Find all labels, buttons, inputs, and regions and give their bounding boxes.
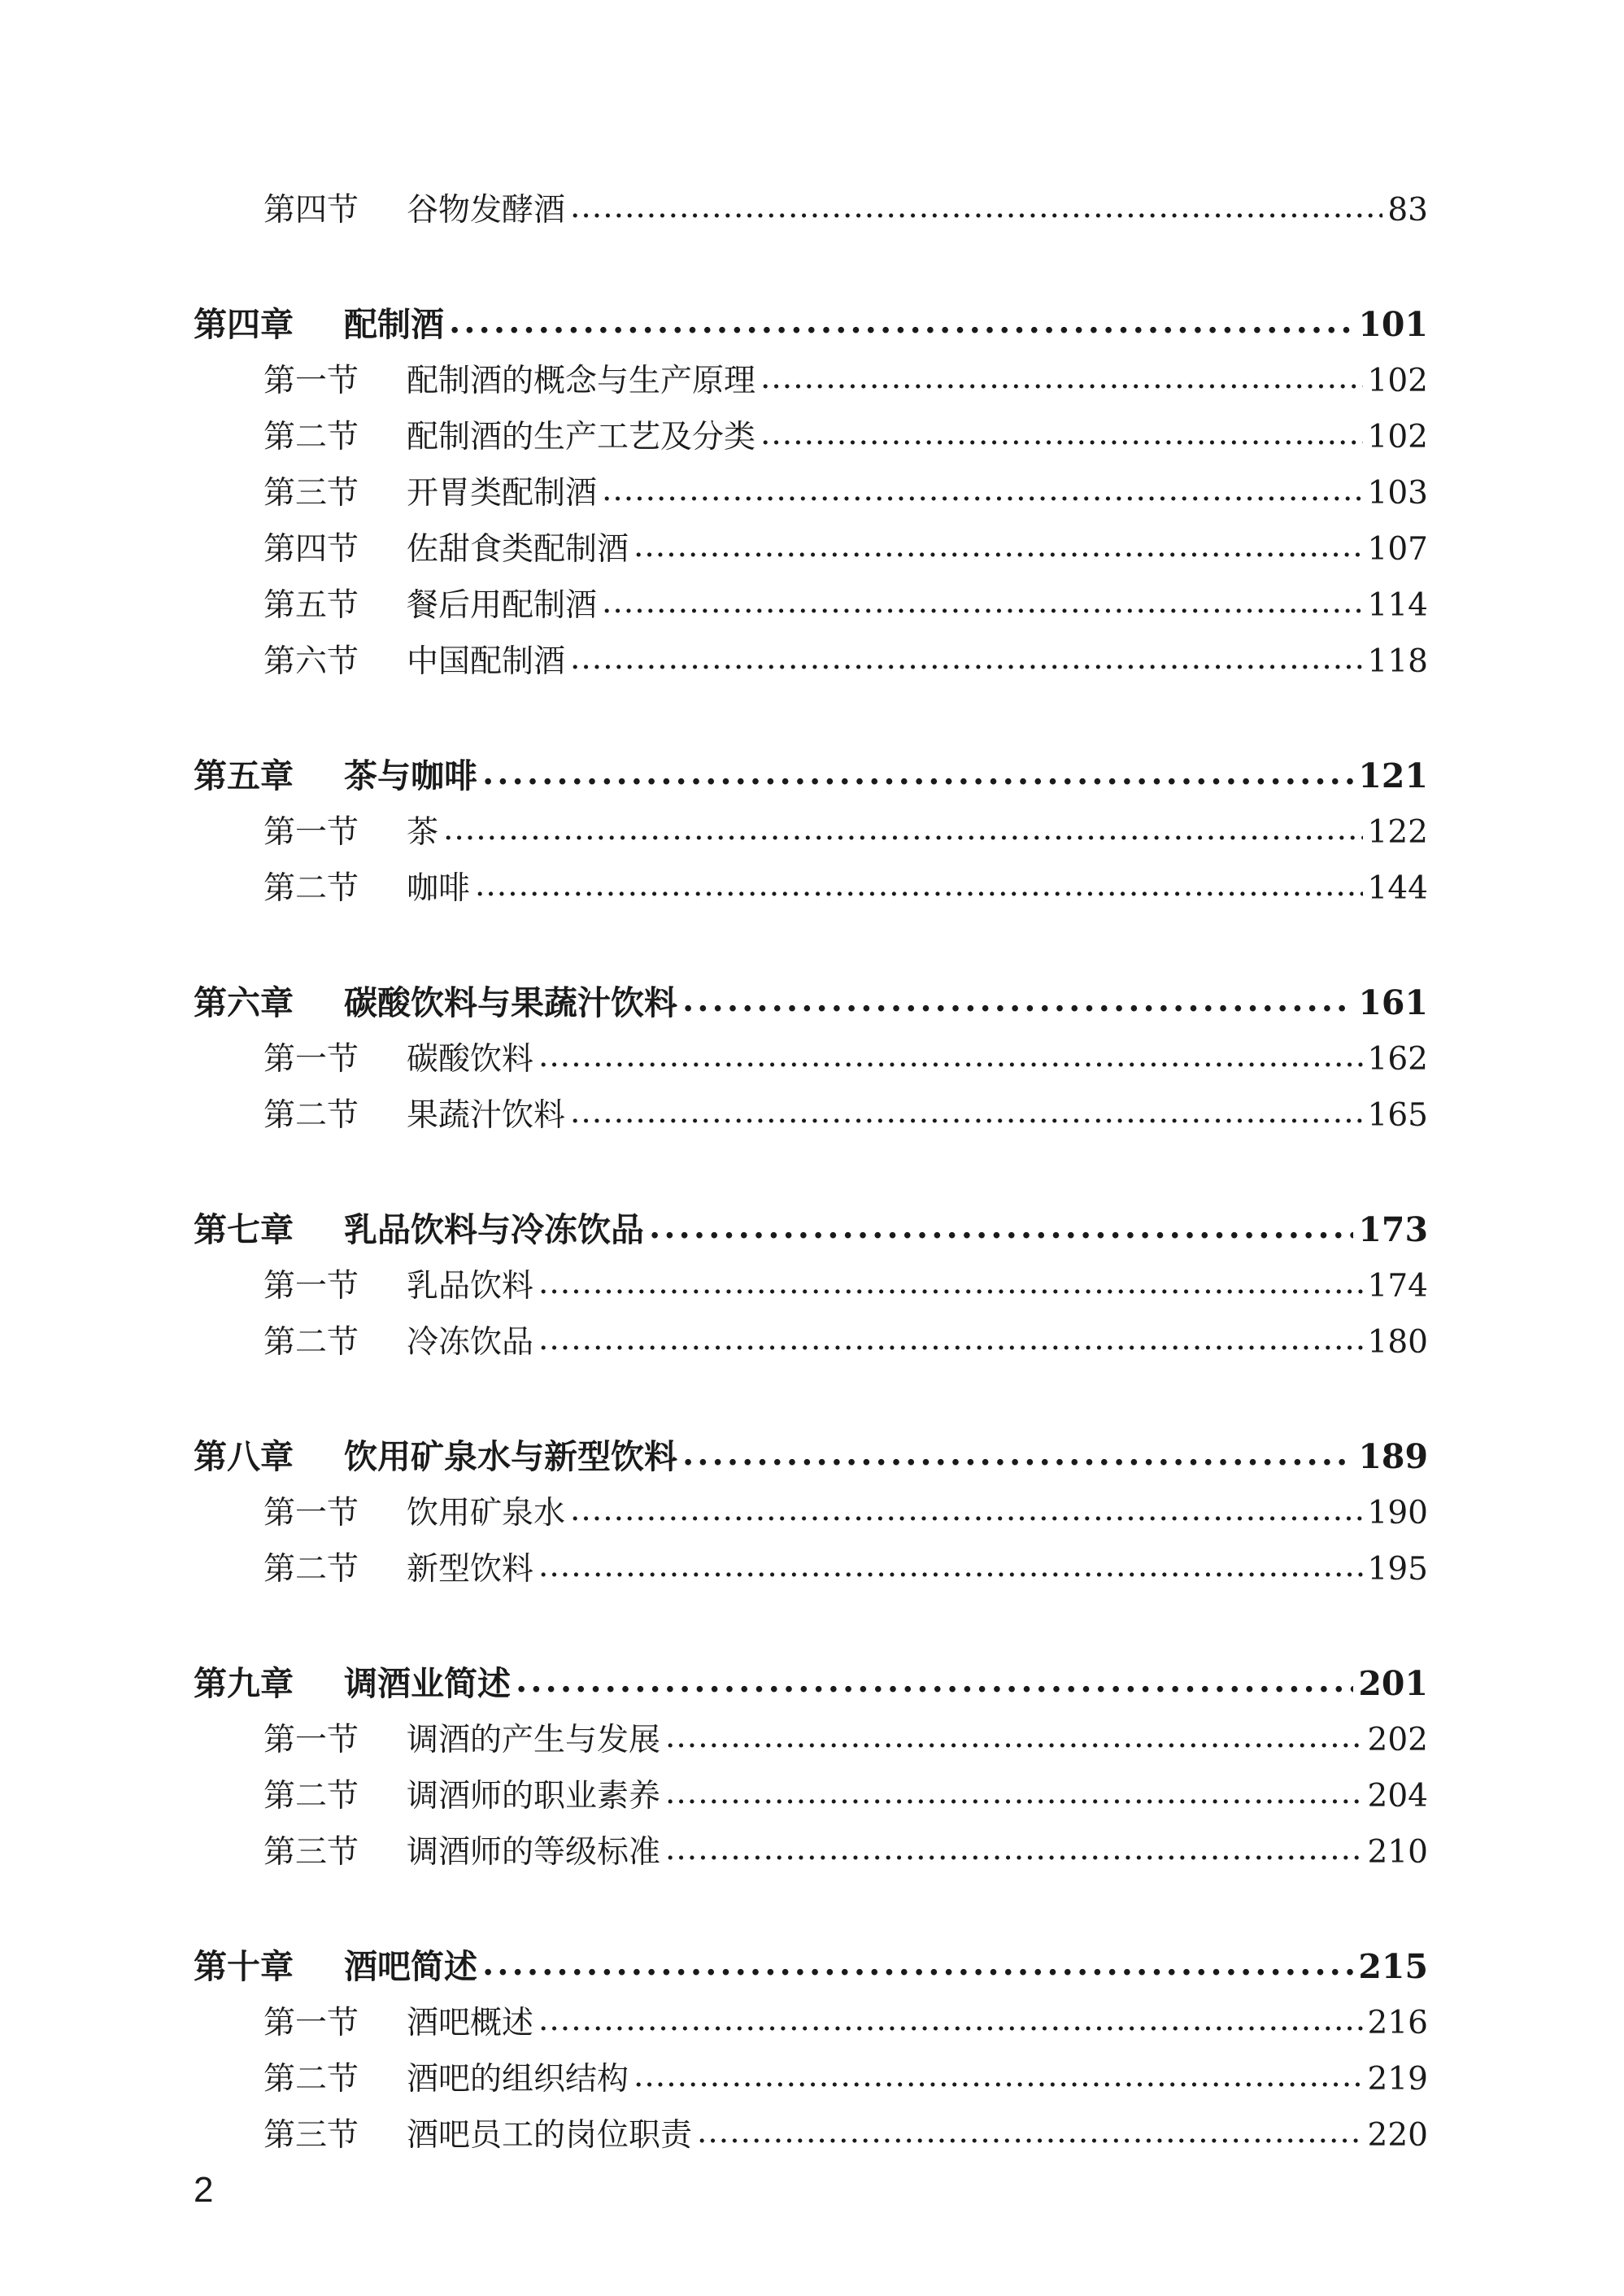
page-number: 2 xyxy=(194,2170,214,2210)
section-entry xyxy=(194,353,1428,409)
chapter-group xyxy=(194,1939,1428,2163)
chapter-page-number: 121 xyxy=(1358,756,1428,795)
section-title: 茶 xyxy=(407,814,439,851)
section-page-number: 83 xyxy=(1387,192,1428,229)
dot-leader xyxy=(602,574,1363,630)
dot-leader xyxy=(482,1936,1353,1992)
section-title: 餐后用配制酒 xyxy=(407,587,598,624)
dot-leader xyxy=(538,1255,1363,1311)
section-entry xyxy=(194,1314,1428,1370)
section-entry xyxy=(194,1824,1428,1880)
section-title: 配制酒的生产工艺及分类 xyxy=(407,419,756,455)
section-entry xyxy=(194,1995,1428,2051)
chapter-page-number: 201 xyxy=(1358,1664,1428,1703)
section-title: 饮用矿泉水 xyxy=(407,1495,566,1531)
section-entry xyxy=(194,521,1428,577)
dot-leader xyxy=(570,630,1363,686)
section-title: 果蔬汁饮料 xyxy=(407,1097,566,1134)
section-page-number: 102 xyxy=(1367,419,1428,455)
section-entry xyxy=(194,1541,1428,1597)
section-number: 第三节 xyxy=(263,475,359,512)
chapter-title: 饮用矿泉水与新型饮料 xyxy=(344,1437,677,1476)
section-page-number: 165 xyxy=(1367,1097,1428,1134)
section-title: 佐甜食类配制酒 xyxy=(407,531,629,568)
section-number: 第一节 xyxy=(263,1495,359,1531)
section-number: 第一节 xyxy=(263,1722,359,1758)
chapter-page-number: 173 xyxy=(1358,1210,1428,1249)
dot-leader xyxy=(538,1538,1363,1594)
chapter-number: 第八章 xyxy=(194,1437,294,1476)
chapter-group xyxy=(194,1202,1428,1370)
section-number: 第一节 xyxy=(263,1268,359,1305)
dot-leader xyxy=(649,1199,1353,1255)
dot-leader xyxy=(443,801,1363,857)
chapter-number: 第四章 xyxy=(194,305,294,344)
section-page-number: 195 xyxy=(1367,1551,1428,1588)
section-number: 第三节 xyxy=(263,2117,359,2154)
section-page-number: 122 xyxy=(1367,814,1428,851)
section-number: 第五节 xyxy=(263,587,359,624)
chapter-number: 第十章 xyxy=(194,1947,294,1986)
section-title: 新型饮料 xyxy=(407,1551,534,1588)
section-title: 调酒师的职业素养 xyxy=(407,1778,661,1815)
section-title: 碳酸饮料 xyxy=(407,1041,534,1078)
section-title: 调酒师的等级标准 xyxy=(407,1834,661,1871)
section-page-number: 103 xyxy=(1367,475,1428,512)
chapter-group xyxy=(194,182,1428,238)
section-number: 第二节 xyxy=(263,1778,359,1815)
section-page-number: 107 xyxy=(1367,531,1428,568)
section-number: 第二节 xyxy=(263,419,359,455)
section-number: 第二节 xyxy=(263,1551,359,1588)
section-number: 第一节 xyxy=(263,1041,359,1078)
section-number: 第一节 xyxy=(263,363,359,399)
section-title: 乳品饮料 xyxy=(407,1268,534,1305)
chapter-title: 酒吧简述 xyxy=(344,1947,477,1986)
section-page-number: 204 xyxy=(1367,1778,1428,1815)
chapter-entry xyxy=(194,1656,1428,1712)
dot-leader xyxy=(570,179,1382,235)
section-title: 谷物发酵酒 xyxy=(407,192,566,229)
section-page-number: 180 xyxy=(1367,1324,1428,1361)
chapter-title: 配制酒 xyxy=(344,305,444,344)
section-page-number: 162 xyxy=(1367,1041,1428,1078)
section-page-number: 216 xyxy=(1367,2005,1428,2041)
dot-leader xyxy=(570,1084,1363,1140)
dot-leader xyxy=(482,745,1353,801)
section-entry xyxy=(194,1768,1428,1824)
chapter-entry xyxy=(194,1429,1428,1485)
chapter-entry xyxy=(194,748,1428,804)
dot-leader xyxy=(697,2104,1363,2160)
section-entry xyxy=(194,577,1428,634)
section-number: 第四节 xyxy=(263,192,359,229)
section-page-number: 220 xyxy=(1367,2117,1428,2154)
dot-leader xyxy=(538,1992,1363,2048)
chapter-entry xyxy=(194,1939,1428,1995)
dot-leader xyxy=(633,518,1363,574)
dot-leader xyxy=(760,406,1363,462)
section-entry xyxy=(194,634,1428,690)
dot-leader xyxy=(665,1821,1363,1877)
dot-leader xyxy=(633,2048,1363,2104)
chapter-group xyxy=(194,1429,1428,1597)
section-number: 第四节 xyxy=(263,531,359,568)
dot-leader xyxy=(475,857,1363,913)
chapter-page-number: 161 xyxy=(1358,983,1428,1022)
section-title: 酒吧的组织结构 xyxy=(407,2061,629,2098)
chapter-page-number: 189 xyxy=(1358,1437,1428,1476)
chapter-title: 碳酸饮料与果蔬汁饮料 xyxy=(344,983,677,1022)
section-entry xyxy=(194,1087,1428,1144)
section-number: 第一节 xyxy=(263,2005,359,2041)
section-entry xyxy=(194,804,1428,860)
section-number: 第一节 xyxy=(263,814,359,851)
section-page-number: 118 xyxy=(1367,643,1428,680)
section-entry xyxy=(194,1031,1428,1087)
dot-leader xyxy=(538,1028,1363,1084)
chapter-title: 乳品饮料与冷冻饮品 xyxy=(344,1210,644,1249)
chapter-page-number: 215 xyxy=(1358,1947,1428,1986)
chapter-group xyxy=(194,748,1428,917)
chapter-entry xyxy=(194,1202,1428,1258)
section-page-number: 202 xyxy=(1367,1722,1428,1758)
section-title: 酒吧概述 xyxy=(407,2005,534,2041)
chapter-number: 第六章 xyxy=(194,983,294,1022)
chapter-entry xyxy=(194,975,1428,1031)
section-title: 配制酒的概念与生产原理 xyxy=(407,363,756,399)
section-entry xyxy=(194,1485,1428,1541)
section-page-number: 114 xyxy=(1367,587,1428,624)
chapter-group xyxy=(194,975,1428,1144)
section-title: 开胃类配制酒 xyxy=(407,475,598,512)
dot-leader xyxy=(760,350,1363,406)
dot-leader xyxy=(665,1765,1363,1821)
section-page-number: 174 xyxy=(1367,1268,1428,1305)
section-title: 冷冻饮品 xyxy=(407,1324,534,1361)
section-title: 中国配制酒 xyxy=(407,643,566,680)
chapter-title: 茶与咖啡 xyxy=(344,756,477,795)
section-entry xyxy=(194,860,1428,917)
chapter-page-number: 101 xyxy=(1358,305,1428,344)
section-number: 第六节 xyxy=(263,643,359,680)
dot-leader xyxy=(570,1482,1363,1538)
chapter-group xyxy=(194,1656,1428,1880)
chapter-number: 第九章 xyxy=(194,1664,294,1703)
section-page-number: 219 xyxy=(1367,2061,1428,2098)
dot-leader xyxy=(449,294,1353,350)
dot-leader xyxy=(516,1653,1353,1709)
section-number: 第二节 xyxy=(263,1097,359,1134)
chapter-entry xyxy=(194,297,1428,353)
dot-leader xyxy=(682,1426,1353,1482)
section-entry xyxy=(194,182,1428,238)
section-entry xyxy=(194,409,1428,465)
section-entry xyxy=(194,465,1428,521)
dot-leader xyxy=(665,1709,1363,1765)
section-number: 第二节 xyxy=(263,2061,359,2098)
section-entry xyxy=(194,2107,1428,2163)
chapter-title: 调酒业简述 xyxy=(344,1664,511,1703)
section-number: 第三节 xyxy=(263,1834,359,1871)
dot-leader xyxy=(682,972,1353,1028)
section-title: 调酒的产生与发展 xyxy=(407,1722,661,1758)
section-number: 第二节 xyxy=(263,870,359,907)
section-entry xyxy=(194,2051,1428,2107)
table-of-contents xyxy=(194,182,1428,2163)
section-number: 第二节 xyxy=(263,1324,359,1361)
section-title: 酒吧员工的岗位职责 xyxy=(407,2117,693,2154)
section-page-number: 210 xyxy=(1367,1834,1428,1871)
dot-leader xyxy=(602,462,1363,518)
section-entry xyxy=(194,1712,1428,1768)
section-page-number: 144 xyxy=(1367,870,1428,907)
chapter-number: 第七章 xyxy=(194,1210,294,1249)
section-page-number: 102 xyxy=(1367,363,1428,399)
dot-leader xyxy=(538,1311,1363,1367)
section-entry xyxy=(194,1258,1428,1314)
chapter-group xyxy=(194,297,1428,690)
section-page-number: 190 xyxy=(1367,1495,1428,1531)
chapter-number: 第五章 xyxy=(194,756,294,795)
section-title: 咖啡 xyxy=(407,870,471,907)
